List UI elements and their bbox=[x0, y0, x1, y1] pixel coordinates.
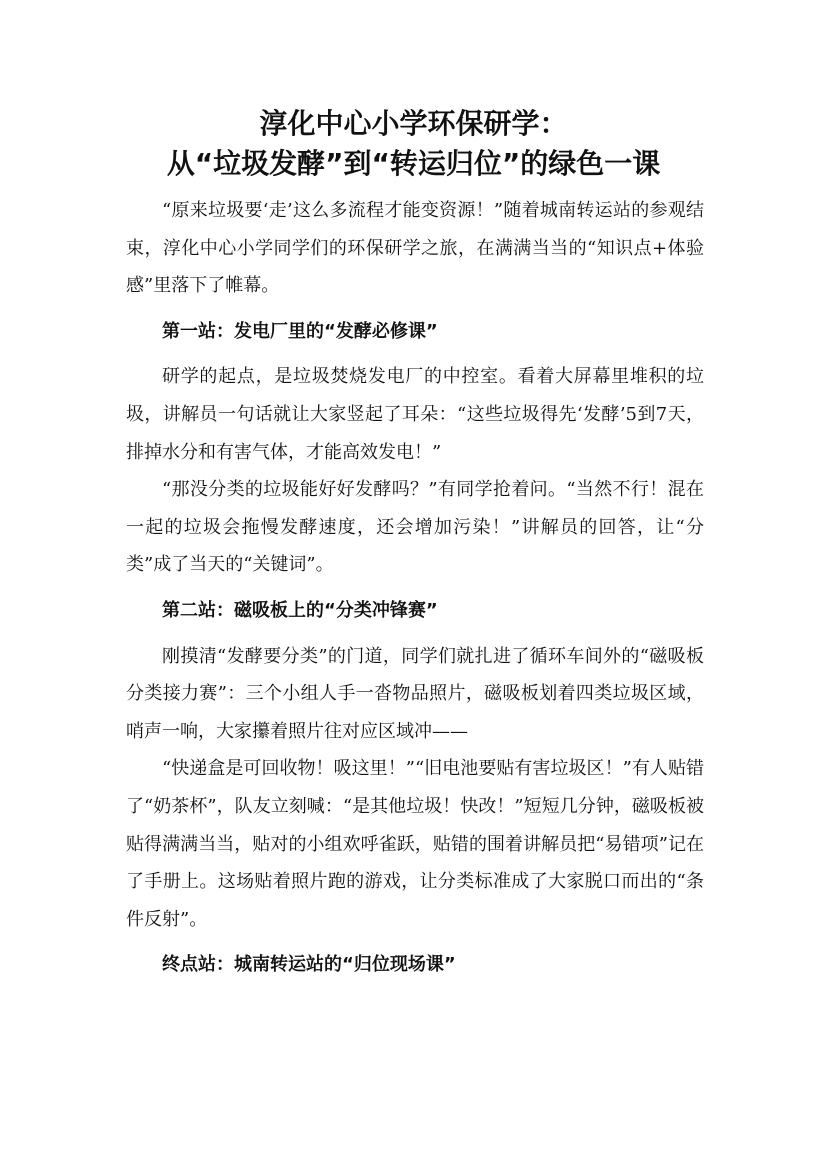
document-title-line2: 从“垃圾发酵”到“转运归位”的绿色一课 bbox=[166, 147, 661, 180]
section-2-paragraph-1: 刚摸清“发酵要分类”的门道，同学们就扎进了循环车间外的“磁吸板分类接力赛”：三个小组人手一沓物品照片，磁吸板划着四类垃圾区域，哨声一响，大家攥着照片往对应区域冲—— bbox=[126, 645, 704, 742]
intro-paragraph: “原来垃圾要‘走’这么多流程才能变资源！”随着城南转运站的参观结束，淳化中心小学同学们的环保研学之旅，在满满当当的“知识点+体验感”里落下了帷幕。 bbox=[126, 200, 704, 297]
section-heading-3: 终点站：城南转运站的“归位现场课” bbox=[162, 954, 456, 976]
section-1-paragraph-2: “那没分类的垃圾能好好发酵吗？”有同学抢着问。“当然不行！混在一起的垃圾会拖慢发酵速度，还会增加污染！”讲解员的回答，让“分类”成了当天的“关键词”。 bbox=[126, 479, 704, 576]
section-1-paragraph-1: 研学的起点，是垃圾焚烧发电厂的中控室。看着大屏幕里堆积的垃圾，讲解员一句话就让大家竖起了耳朵：“这些垃圾得先‘发酵’5到7天，排掉水分和有害气体，才能高效发电！” bbox=[126, 366, 704, 463]
document-body bbox=[126, 192, 704, 984]
section-heading-2: 第二站：磁吸板上的“分类冲锋赛” bbox=[162, 599, 438, 621]
section-heading-1: 第一站：发电厂里的“发酵必修课” bbox=[162, 320, 438, 342]
document-title-line1: 淳化中心小学环保研学： bbox=[259, 107, 568, 140]
section-2-paragraph-2: “快递盒是可回收物！吸这里！”“旧电池要贴有害垃圾区！”有人贴错了“奶茶杯”，队友立刻喊：“是其他垃圾！快改！”短短几分钟，磁吸板被贴得满满当当，贴对的小组欢呼雀跃，贴错的围着讲解员把“易错项”记在了手册上。这场贴着照片跑的游戏，让分类标准成了大家脱口而出的“条件反射”。 bbox=[126, 758, 704, 930]
